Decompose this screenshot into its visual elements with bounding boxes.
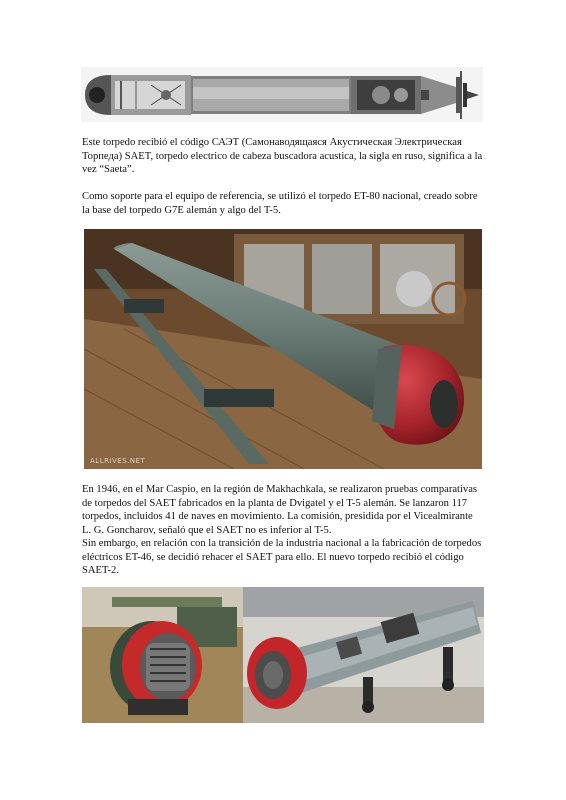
left-photo-svg	[82, 587, 243, 723]
saet-cutaway-photo-right	[243, 587, 484, 723]
right-photo-svg	[243, 587, 484, 723]
caspian-tests-paragraph: En 1946, en el Mar Caspio, en la región de Makhachkala, se realizaron pruebas comparativas de torpedos del SAET fabricados en la planta de Dvigatel y el T-5 alemán. Se lanzaron 117 torpedos, incluidos 41 de naves en movimiento. La comisión, presidida por el Vicealmirante L. G. Goncharov, señaló que el SAET no es inferior al T-5.	[82, 484, 478, 536]
intro-paragraph: Este torpedo recibió el código САЭТ (Самонаводящаяся Акустическая Электрическая Торпеда) SAET, torpedo electrico de cabeza buscadora acustica, la sigla en ruso, significa a la vez “Saeta”.	[82, 137, 483, 176]
saet2-paragraph: Sin embargo, en relación con la transición de la industria nacional a la fabricación de torpedos eléctricos ET-46, se decidió rehacer el SAET para ello. El nuevo torpedo recibió el código SAET-2.	[82, 538, 482, 577]
torpedo-cutaway-diagram	[81, 67, 483, 122]
museum-watermark: ALLRIVES.NET	[90, 457, 146, 465]
museum-torpedo-photo	[84, 229, 482, 469]
saet-nose-photo-left	[82, 587, 243, 723]
torpedo-diagram-svg	[81, 67, 483, 122]
museum-photo-svg	[84, 229, 482, 469]
reference-equipment-paragraph: Como soporte para el equipo de referencia, se utilizó el torpedo ET-80 nacional, creado sobre la base del torpedo G7E alemán y algo del T-5.	[82, 191, 478, 216]
